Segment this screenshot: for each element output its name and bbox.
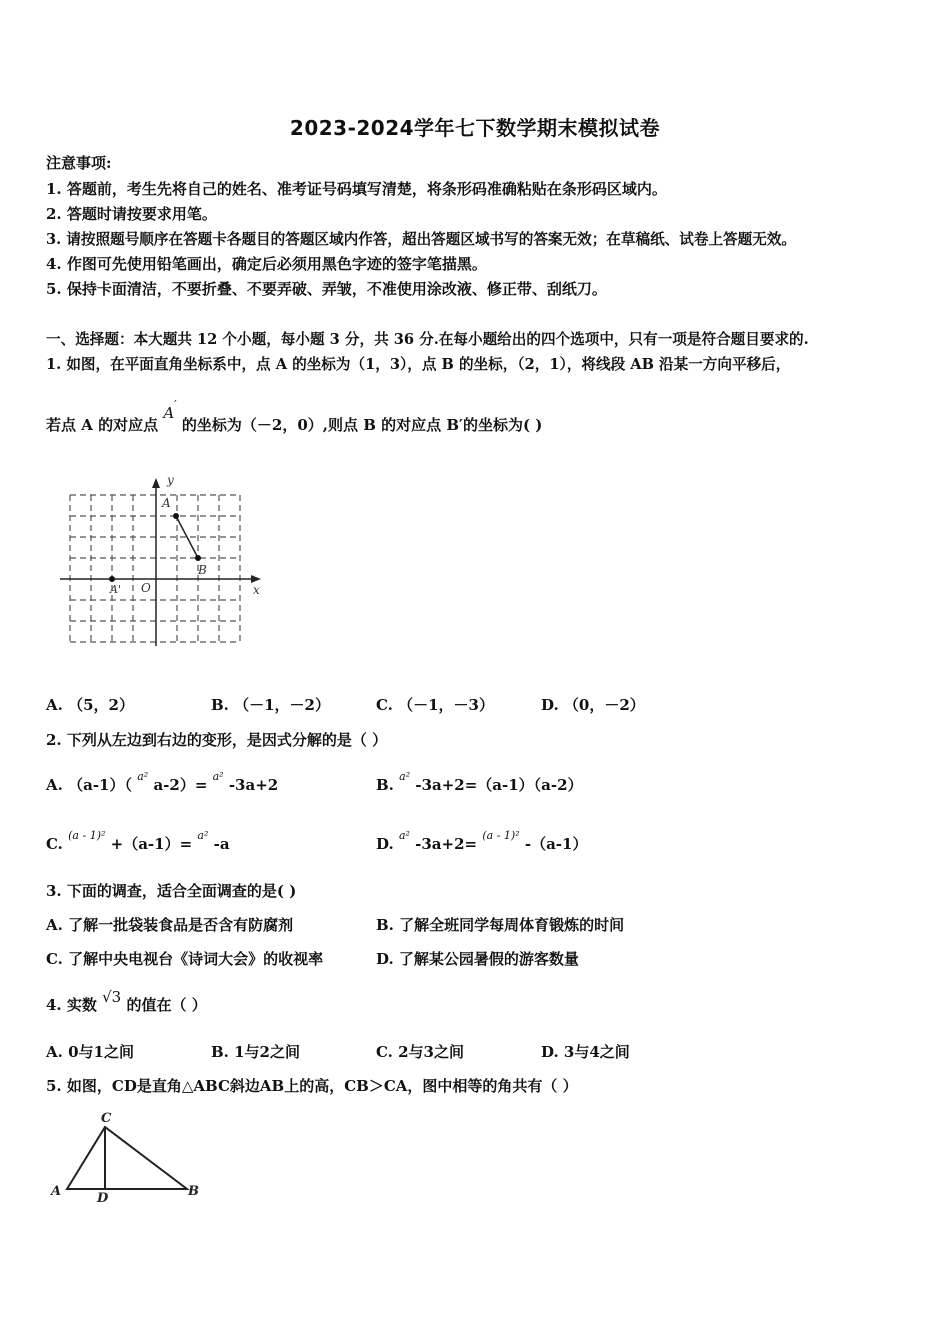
q2-a-sup2: a²: [212, 770, 224, 783]
label-b: B: [198, 563, 207, 577]
q2-option-a: [46, 770, 279, 795]
label-a: A: [51, 1184, 62, 1199]
label-origin: O: [141, 581, 151, 595]
q1-text-b: 的坐标为（－2，0）,则点 B 的对应点 B′的坐标为( ): [181, 416, 543, 434]
q2-c-sup1: (a - 1)²: [68, 829, 106, 842]
page-title: 2023-2024学年七下数学期末模拟试卷: [289, 116, 661, 140]
grid-lines: [70, 495, 240, 642]
y-axis-arrow: [152, 478, 160, 488]
q2-option-c: [46, 829, 230, 854]
q3-option-d: D. 了解某公园暑假的游客数量: [376, 950, 579, 968]
q1-stem-line1: 1. 如图，在平面直角坐标系中，点 A 的坐标为（1，3），点 B 的坐标，（2，1），将线段 AB 沿某一方向平移后，: [46, 356, 791, 373]
q1-option-c: C. （－1，－3）: [376, 696, 494, 714]
q2-c-part1: +（a-1）=: [110, 835, 193, 853]
q2-c-part2: -a: [213, 835, 230, 853]
q2-c-sup2: a²: [197, 829, 209, 842]
q5-stem: 5. 如图，CD是直角△ABC斜边AB上的高，CB＞CA，图中相等的角共有（ ）: [46, 1077, 578, 1095]
q3-option-c: C. 了解中央电视台《诗词大会》的收视率: [46, 950, 324, 968]
q1-text-a: 若点 A 的对应点: [46, 416, 159, 434]
q2-d-sup1: a²: [398, 829, 410, 842]
q2-b-prefix: B.: [376, 776, 394, 794]
q2-d-sup2: (a - 1)²: [482, 829, 520, 842]
q2-a-part2: a-2）=: [153, 776, 208, 794]
label-a: A: [162, 496, 171, 510]
q2-a-part1: （a-1）（: [68, 776, 132, 794]
q2-option-d: [376, 829, 588, 854]
q4-option-b: B. 1与2之间: [211, 1043, 300, 1061]
label-a-prime: A': [110, 583, 121, 596]
triangle-figure: [45, 1105, 215, 1205]
triangle-abc: [67, 1127, 187, 1189]
q2-d-part1: -3a+2=: [415, 835, 478, 853]
q4-stem-b: 的值在（ ）: [126, 996, 207, 1014]
a-prime-symbol: A: [163, 404, 175, 422]
q2-a-prefix: A.: [46, 776, 63, 794]
point-b: [195, 555, 201, 561]
label-b: B: [188, 1184, 199, 1199]
y-label: y: [167, 473, 174, 487]
label-c: C: [101, 1111, 112, 1126]
q2-b-part: -3a+2=（a-1）（a-2）: [415, 776, 583, 794]
notice-item: 3. 请按照题号顺序在答题卡各题目的答题区域内作答，超出答题区域书写的答案无效；在草稿纸、试卷上答题无效。: [46, 231, 797, 248]
section-heading: 一、选择题：本大题共 12 个小题，每小题 3 分，共 36 分.在每小题给出的四个选项中，只有一项是符合题目要求的.: [46, 331, 809, 348]
q2-d-part2: -（a-1）: [524, 835, 588, 853]
notice-item: 4. 作图可先使用铅笔画出，确定后必须用黑色字迹的签字笔描黑。: [46, 255, 487, 273]
q2-d-prefix: D.: [376, 835, 394, 853]
point-a: [173, 513, 179, 519]
q4-option-a: A. 0与1之间: [46, 1043, 134, 1061]
label-d: D: [97, 1191, 109, 1205]
notice-item: 5. 保持卡面清洁，不要折叠、不要弄破、弄皱，不准使用涂改液、修正带、刮纸刀。: [46, 280, 607, 298]
coordinate-figure: [55, 470, 270, 650]
q2-c-prefix: C.: [46, 835, 63, 853]
q2-a-sup1: a²: [137, 770, 149, 783]
notice-item: 2. 答题时请按要求用笔。: [46, 205, 217, 223]
q2-b-sup: a²: [399, 770, 411, 783]
sqrt3-symbol: √3: [102, 988, 122, 1006]
x-axis-arrow: [251, 575, 261, 583]
q1-option-b: B. （－1，－2）: [211, 696, 330, 714]
q1-option-d: D. （0，－2）: [541, 696, 645, 714]
q4-option-c: C. 2与3之间: [376, 1043, 464, 1061]
point-a-prime: [109, 576, 115, 582]
q2-a-part3: -3a+2: [228, 776, 279, 794]
q4-stem-a: 4. 实数: [46, 996, 97, 1014]
q3-option-b: B. 了解全班同学每周体育锻炼的时间: [376, 916, 625, 934]
x-label: x: [253, 583, 260, 597]
q1-option-a: A. （5，2）: [46, 696, 134, 714]
q2-stem: 2. 下列从左边到右边的变形，是因式分解的是（ ）: [46, 731, 388, 749]
q1-stem-line2: 若点 A 的对应点 A′ 的坐标为（－2，0）,则点 B 的对应点 B′的坐标为( ): [46, 398, 543, 434]
q4-option-d: D. 3与4之间: [541, 1043, 630, 1061]
notice-item: 1. 答题前，考生先将自己的姓名、准考证号码填写清楚，将条形码准确粘贴在条形码区域内。: [46, 180, 667, 198]
q3-option-a: A. 了解一批袋装食品是否含有防腐剂: [46, 916, 294, 934]
q2-option-b: [376, 770, 583, 795]
q3-stem: 3. 下面的调查，适合全面调查的是( ): [46, 882, 297, 900]
q4-stem: [46, 988, 207, 1015]
notice-heading: 注意事项:: [46, 154, 112, 172]
